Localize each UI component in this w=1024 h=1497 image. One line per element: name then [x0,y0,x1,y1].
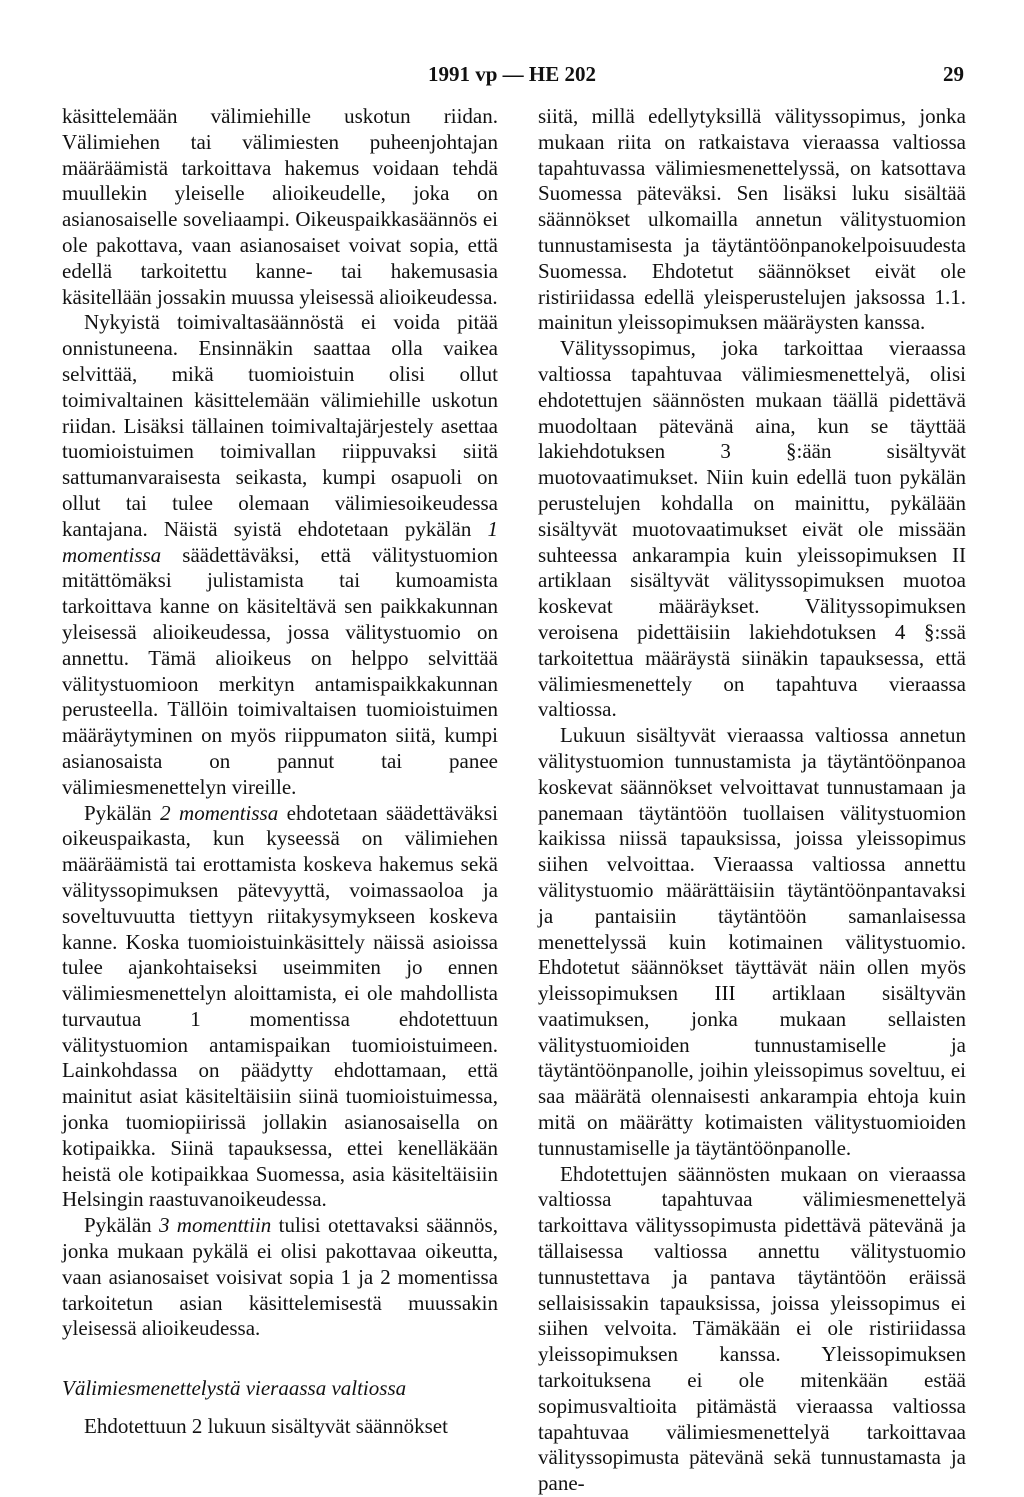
paragraph [62,801,498,1214]
paragraph-text: ehdotetaan säädettäväksi oikeuspaikasta, kun kyseessä on välimiehen määräämistä tai erottamista koskeva hakemus sekä välityssopimuksen pätevyyttä, voimassaoloa ja soveltuvuutta tiettyyn riitakysymykseen koskeva kanne. Koska tuomioistuinkäsittely näissä asioissa tulee ajankohtaiseksi useimmiten jo ennen välimiesmenettelyn aloittamista, ei ole mahdollista turvautua 1 momentissa ehdotettuun välitystuomion antamispaikan tuomioistuimeen. Lainkohdassa on päädytty ehdottamaan, että mainitut asiat käsiteltäisiin siinä tuomioistuimessa, jonka tuomiopiirissä jollakin asianosaisella on kotipaikka. Siinä tapauksessa, ettei kenelläkään heistä ole kotipaikkaa Suomessa, asia käsiteltäisiin Helsingin raastuvanoikeudessa. [62,800,499,1212]
page-number: 29 [943,62,964,86]
paragraph [62,310,498,800]
left-column [62,104,498,1440]
paragraph: Ehdotettujen säännösten mukaan on vieraassa valtiossa tapahtuvaa välimiesmenettelyä tarkoittava välityssopimusta pidettävä pätevänä ja tällaisessa valtiossa annettu välitystuomio tunnustettava ja pantava täytäntöön eräissä sellaisissakin tapauksissa, joissa yleissopimus ei siihen velvoita. Tämäkään ei ole ristiriidassa yleissopimuksen kanssa. Yleissopimuksen tarkoituksena ei ole mitenkään estää sopimusvaltioita pitämästä vieraassa valtiossa tapahtuvaa välimiesmenettelyä tarkoittavaa välityssopimusta pätevänä sekä tunnustamasta ja pane- [538,1161,966,1496]
paragraph: siitä, millä edellytyksillä välityssopimus, jonka mukaan riita on ratkaistava vieraassa valtiossa tapahtuvassa välimiesmenettelyssä, on katsottava Suomessa päteväksi. Sen lisäksi luku sisältää säännökset ulkomailla annetun välitystuomion tunnustamisesta ja täytäntöönpanokelpoisuudesta Suomessa. Ehdotetut säännökset eivät ole ristiriidassa edellä yleisperustelujen jaksossa 1.1. mainitun yleissopimuksen määräysten kanssa. [538,104,966,335]
paragraph-text: Pykälän [84,800,161,825]
paragraph: Lukuun sisältyvät vieraassa valtiossa annetun välitystuomion tunnustamista ja täytäntöönpanoa koskevat säännökset velvoittavat tunnustamaan ja panemaan täytäntöön tuollaisen välitystuomion kaikissa niissä tapauksissa, joissa yleissopimus siihen velvoittaa. Vieraassa valtiossa annettu välitystuomio määrättäisiin täytäntöönpantavaksi ja pantaisiin täytäntöön samanlaisessa menettelyssä kuin kotimainen välitystuomio. Ehdotetut säännökset täyttävät näin ollen myös yleissopimuksen III artiklaan sisältyvän vaatimuksen, jonka mukaan sellaisten välitystuomioiden tunnustamiselle ja täytäntöönpanolle, joihin yleissopimus soveltuu, ei saa määrätä olennaisesti ankarampia ehtoja kuin mitä on määrätty kotimaisten välitystuomioiden tunnustamiselle ja täytäntöönpanolle. [538,723,966,1160]
paragraph: käsittelemään välimiehille uskotun riidan. Välimiehen tai välimiesten puheenjohtajan määräämistä tarkoittava hakemus voidaan tehdä muullekin yleiselle alioikeudelle, joka on asianosaiselle soveliaampi. Oikeuspaikkasäännös ei ole pakottava, vaan asianosaiset voivat sopia, että edellä tarkoitettu kanne- tai hakemusasia käsitellään jossakin muussa yleisessä alioikeudessa. [62,104,498,309]
section-heading: Välimiesmenettelystä vieraassa valtiossa [62,1376,407,1401]
paragraph-text: säädettäväksi, että välitystuomion mitättömäksi julistamista tai kumoamista tarkoittava kanne on käsiteltävä sen paikkakunnan yleisessä alioikeudessa, jossa välitystuomio on annettu. Tämä alioikeus on helppo selvittää välitystuomioon merkityn antamispaikkakunnan perusteella. Tällöin toimivaltaisen tuomioistuimen määräytyminen on myös riippumaton siitä, kumpi asianosaista on pannut tai panee välimiesmenettelyn vireille. [62,542,498,799]
paragraph-text: Pykälän [84,1213,159,1238]
paragraph: Ehdotettuun 2 lukuun sisältyvät säännökset [84,1414,448,1439]
right-column [538,104,966,1497]
italic-reference: 1 momentissa [62,516,498,567]
italic-reference: 2 momentissa [160,800,279,825]
page-header [0,62,1024,88]
italic-reference: 3 momenttiin [158,1213,272,1238]
paragraph-text: Nykyistä toimivaltasäännöstä ei voida pitää onnistuneena. Ensinnäkin saattaa olla vaikea selvittää, mikä tuomioistuin olisi ollut toimivaltainen käsittelemään välimiehille uskotun riidan. Lisäksi tällainen toimivaltajärjestely asettaa tuomioistuimen toimivallan riippuvaksi siitä sattumanvaraisesta seikasta, kumpi osapuoli on ollut tai tulee olemaan välimiesoikeudessa kantajana. Näistä syistä ehdotetaan pykälän [62,310,498,541]
paragraph [62,1213,498,1342]
paragraph-text: tulisi otettavaksi säännös, jonka mukaan pykälä ei olisi pakottavaa oikeutta, vaan asianosaiset voisivat sopia 1 ja 2 momentissa tarkoitetun asian käsittelemisestä muussakin yleisessä alioikeudessa. [62,1213,498,1341]
paragraph: Välityssopimus, joka tarkoittaa vieraassa valtiossa tapahtuvaa välimiesmenettelyä, olisi ehdotettujen säännösten mukaan täällä pidettävä muodoltaan pätevänä aina, kun se täyttää lakiehdotuksen 3 §:ään sisältyvät muotovaatimukset. Niin kuin edellä tuon pykälän perustelujen kohdalla on mainittu, pykälään sisältyvät muotovaatimukset eivät ole missään suhteessa ankarampia kuin yleissopimuksen II artiklaan sisältyvät välityssopimuksen muotoa koskevat määräykset. Välityssopimuksen veroisena pidettäisiin lakiehdotuksen 4 §:ssä tarkoitettua määräystä siinäkin tapauksessa, että välimiesmenettely on tapahtuva vieraassa valtiossa. [538,336,966,722]
running-title: 1991 vp — HE 202 [427,62,597,86]
